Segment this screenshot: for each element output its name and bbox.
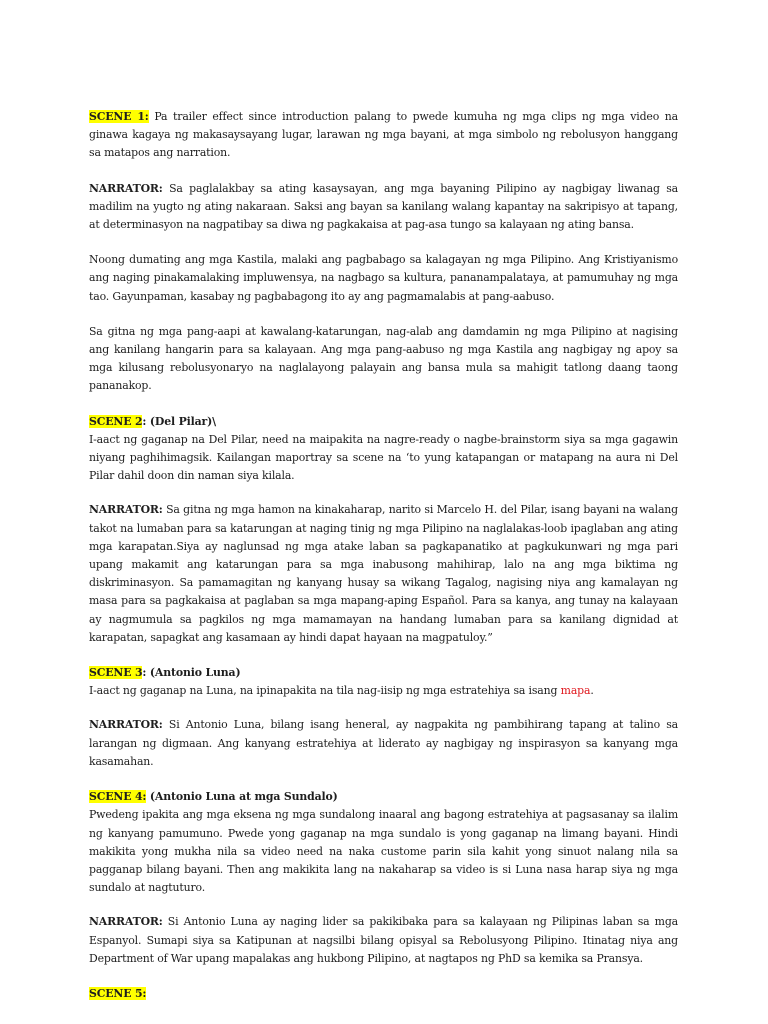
narrator-4-text: Si Antonio Luna ay naging lider sa pakikibaka para sa kalayaan ng Pilipinas laban sa mga Espanyol. Sumapi siya sa Katipunan at nagsilbi bilang opisyal sa Rebolusyong Pilipino. Itinatag niya ang Department of War upang mapalakas ang hukbong Pilipino, at nagtapos ng PhD sa kemika sa Pransya. bbox=[89, 915, 678, 965]
narrator-1-paragraph bbox=[89, 180, 678, 235]
scene-3-text-end: . bbox=[590, 684, 594, 698]
narrator-2-paragraph bbox=[89, 501, 678, 647]
scene-3-label: SCENE 3 bbox=[89, 666, 143, 680]
scene-1-paragraph bbox=[89, 108, 678, 163]
document-page bbox=[89, 108, 678, 1020]
scene-4-title: (Antonio Luna at mga Sundalo) bbox=[146, 790, 338, 804]
scene-3-title: : (Antonio Luna) bbox=[142, 666, 241, 680]
scene-2-title: : (Del Pilar)\ bbox=[142, 414, 216, 428]
scene-2-block bbox=[89, 413, 678, 486]
scene-4-heading bbox=[89, 788, 678, 806]
narrator-4-paragraph bbox=[89, 913, 678, 968]
scene-4-block bbox=[89, 788, 678, 897]
narrator-2-text: Sa gitna ng mga hamon na kinakaharap, narito si Marcelo H. del Pilar, isang bayani na walang takot na lumaban para sa katarungan at naging tinig ng mga Pilipino na naglalakas-loob ipaglaban ang ating mga karapatan.Siya ay naglunsad ng mga atake laban sa pagkapanatiko at pagkukunwari ng mga pari upang makamit ang katarungan para sa mga inabusong mahihirap, lalo na ang mga biktima ng diskriminasyon. Sa pamamagitan ng kanyang husay sa wikang Tagalog, nagising niya ang kamalayan ng masa para sa pagkakaisa at paglaban sa mga mapang-aping Español. Para sa kanya, ang tunay na kalayaan ay nagmumula sa pagkilos ng mga mamamayan na handang lumaban para sa kanilang dignidad at karapatan, sapagkat ang kasamaan ay hindi dapat hayaan na magpatuloy.” bbox=[89, 503, 678, 644]
scene-5-block bbox=[89, 985, 678, 1003]
scene-2-label: SCENE 2 bbox=[89, 414, 143, 428]
body-paragraph-3: Sa gitna ng mga pang-aapi at kawalang-katarungan, nag-alab ang damdamin ng mga Pilipino at nagising ang kanilang hangarin para sa kalayaan. Ang mga pang-aabuso ng mga Kastila ang nagbigay ng apoy sa mga kilusang rebolusyonaryo na naglalayong palayain ang bansa mula sa mahigit tatlong daang taong pananakop. bbox=[89, 324, 678, 393]
narrator-2-label: NARRATOR: bbox=[89, 503, 163, 517]
narrator-3-paragraph bbox=[89, 716, 678, 771]
scene-3-text: I-aact ng gaganap na Luna, na ipinapakita na tila nag-iisip ng mga estratehiya sa isang bbox=[89, 684, 561, 698]
scene-1-label: SCENE 1: bbox=[89, 110, 149, 123]
scene-2-text: I-aact ng gaganap na Del Pilar, need na maipakita na nagre-ready o nagbe-brainstorm siya sa mga gagawin niyang paghihimagsik. Kailangan maportray sa scene na ‘to yung katapangan or matapang na aura ni Del Pilar dahil doon din naman siya kilala. bbox=[89, 432, 678, 483]
scene-1-text: Pa trailer effect since introduction palang to pwede kumuha ng mga clips ng mga video na ginawa kagaya ng makasaysayang lugar, larawan ng mga bayani, at mga simbolo ng rebolusyon hanggang sa matapos ang narration. bbox=[89, 110, 679, 160]
narrator-1-text: Sa paglalakbay sa ating kasaysayan, ang mga bayaning Pilipino ay nagbigay liwanag sa madilim na yugto ng ating nakaraan. Saksi ang bayan sa kanilang walang kapantay na sakripisyo at tapang, at determinasyon na nagpatibay sa diwa ng pagkakaisa at pag-asa tungo sa kalayaan ng ating bansa. bbox=[89, 181, 678, 232]
narrator-3-label: NARRATOR: bbox=[89, 718, 163, 732]
scene-3-block bbox=[89, 664, 678, 700]
scene-2-heading bbox=[89, 413, 678, 431]
narrator-3-text: Si Antonio Luna, bilang isang heneral, ay nagpakita ng pambihirang tapang at talino sa larangan ng digmaan. Ang kanyang estratehiya at liderato ay nagbigay ng inspirasyon sa kanyang mga kasamahan. bbox=[89, 718, 678, 768]
narrator-4-label: NARRATOR: bbox=[89, 915, 163, 929]
scene-4-text: Pwedeng ipakita ang mga eksena ng mga sundalong inaaral ang bagong estratehiya at pagsasanay sa ilalim ng kanyang pamumuno. Pwede yong gaganap na mga sundalo is yong gaganap na limang bayani. Hindi makikita yong mukha nila sa video need na naka custome parin sila kahit yong sinuot nalang nila sa pagganap bilang bayani. Then ang makikita lang na nakaharap sa video is si Luna nasa harap siya ng mga sundalo at nagtuturo. bbox=[89, 808, 678, 895]
scene-4-label: SCENE 4: bbox=[89, 790, 147, 804]
scene-3-map-word: mapa bbox=[560, 684, 591, 698]
scene-5-label: SCENE 5: bbox=[89, 986, 147, 1000]
scene-3-heading bbox=[89, 664, 678, 682]
narrator-1-label: NARRATOR: bbox=[89, 181, 163, 195]
body-paragraph-2: Noong dumating ang mga Kastila, malaki ang pagbabago sa kalagayan ng mga Pilipino. Ang Kristiyanismo ang naging pinakamalaking impluwensya, na nagbago sa kultura, pananampalataya, at pamumuhay ng mga tao. Gayunpaman, kasabay ng pagbabagong ito ay ang pagmamalabis at pang-aabuso. bbox=[89, 253, 678, 303]
